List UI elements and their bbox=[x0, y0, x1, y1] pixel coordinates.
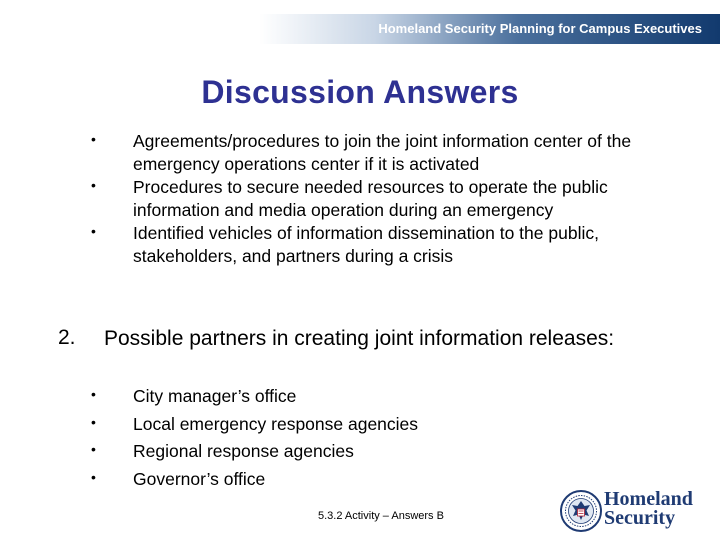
list-item bbox=[91, 385, 613, 408]
dhs-seal-icon bbox=[560, 490, 602, 532]
list-item bbox=[91, 176, 673, 222]
bullet-icon: • bbox=[91, 441, 96, 457]
bullet-text: Local emergency response agencies bbox=[133, 413, 419, 434]
list-item bbox=[91, 440, 613, 463]
logo-line2: Security bbox=[604, 507, 676, 529]
list-item bbox=[91, 222, 673, 268]
list-item bbox=[91, 468, 613, 491]
logo-wordmark bbox=[604, 490, 693, 528]
list-item bbox=[91, 130, 673, 176]
dhs-logo bbox=[558, 488, 708, 534]
bullet-icon: • bbox=[91, 468, 96, 485]
header-bar bbox=[0, 14, 720, 44]
bullet-text: City manager’s office bbox=[133, 386, 297, 406]
list-item bbox=[91, 413, 613, 436]
bullet-text: Regional response agencies bbox=[133, 441, 354, 461]
footer-text: 5.3.2 Activity – Answers B bbox=[318, 510, 444, 522]
logo-line1: Homeland bbox=[604, 488, 693, 510]
item-text: Possible partners in creating joint information releases: bbox=[104, 327, 615, 350]
bullet-icon: • bbox=[91, 386, 96, 402]
bullet-text: Governor’s office bbox=[133, 468, 266, 489]
bullet-list-procedures bbox=[91, 130, 673, 268]
bullet-text: Identified vehicles of information dissemination to the public, stakeholders, and partners during a crisis bbox=[133, 223, 599, 266]
bullet-text: Agreements/procedures to join the joint information center of the emergency operations center if it is activated bbox=[133, 131, 632, 174]
bullet-icon: • bbox=[91, 223, 96, 239]
bullet-text: Procedures to secure needed resources to operate the public information and media operation during an emergency bbox=[133, 177, 608, 220]
item-number: 2. bbox=[58, 326, 76, 349]
slide-title: Discussion Answers bbox=[201, 74, 519, 110]
header-title: Homeland Security Planning for Campus Executives bbox=[378, 21, 702, 36]
bullet-list-partners bbox=[91, 385, 613, 495]
bullet-icon: • bbox=[91, 413, 96, 430]
bullet-icon: • bbox=[91, 131, 96, 147]
bullet-icon: • bbox=[91, 177, 96, 193]
